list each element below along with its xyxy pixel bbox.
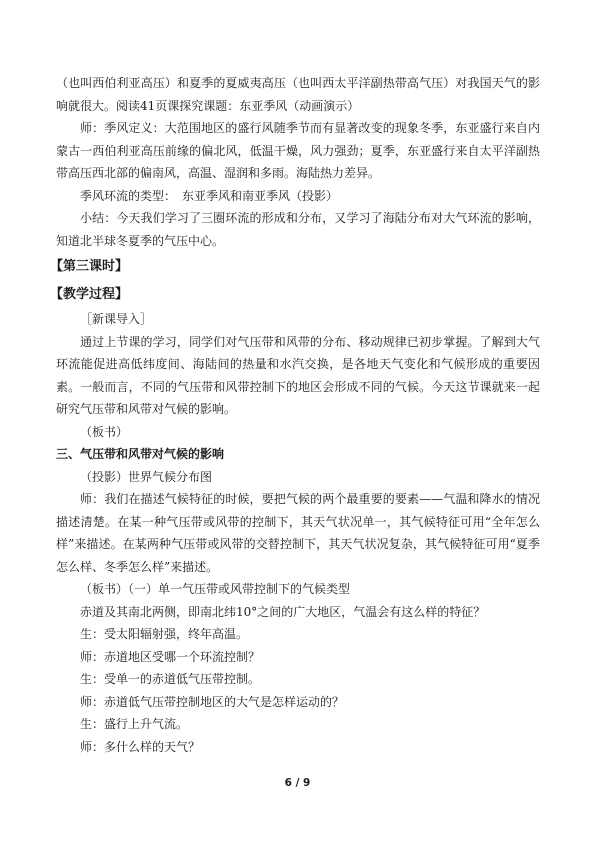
page-number: 6 / 9 — [284, 777, 311, 789]
paragraph-summary: 小结：今天我们学习了三圈环流的形成和分布，又学习了海陆分布对大气环流的影响，知道北半球冬夏季的气压中心。 — [56, 211, 540, 248]
dialogue-line: 师：赤道地区受哪一个环流控制？ — [80, 649, 261, 664]
dialogue-line: 生：受太阳辐射强，终年高温。 — [80, 627, 249, 641]
dialogue-line: 生：盛行上升气流。 — [80, 717, 189, 731]
intro-paragraph: 通过上节课的学习，同学们对气压带和风带的分布、移动规律已初步掌握。了解到大气环流能促进高低纬度间、海陆间的热量和水汽交换，是各地天气变化和气候形成的重要因素。一般而言，不同的气压带和风带控制下的地区会形成不同的气候。今天这节课就来一起研究气压带和风带对气候的影响。 — [56, 334, 540, 416]
dialogue-line: 师：赤道低气压带控制地区的大气是怎样运动的？ — [80, 694, 345, 709]
projection-note: （投影）世界气候分布图 — [80, 469, 213, 484]
document-page — [50, 72, 540, 758]
heading-teaching-process: 【教学过程】 — [50, 287, 129, 302]
dialogue-line: 师：多什么样的天气？ — [80, 739, 201, 754]
dialogue-line: 赤道及其南北两侧，即南北纬10°之间的广大地区，气温会有这么样的特征？ — [80, 604, 486, 619]
teacher-description: 师：我们在描述气候特征的时候，要把气候的两个最重要的要素——气温和降水的情况描述清楚。在某一种气压带或风带的控制下，其天气状况单一，其气候特征可用“全年怎么样”来描述。在某两种气压带或风带的交替控制下，其天气状况复杂，其气候特征可用“夏季怎么样、冬季怎么样”来描述。 — [56, 492, 540, 574]
section-title: 三、气压带和风带对气候的影响 — [56, 447, 225, 461]
heading-third-lesson: 【第三课时】 — [50, 259, 129, 274]
board-note-2: （板书）（一）单一气压带或风带控制下的气候类型 — [80, 582, 351, 596]
paragraph-monsoon-types: 季风环流的类型： 东亚季风和南亚季风（投影） — [80, 188, 339, 203]
board-note-1: （板书） — [80, 424, 129, 439]
intro-label: ［新课导入］ — [80, 312, 153, 326]
paragraph-high-pressure: （也叫西伯利亚高压）和夏季的夏威夷高压（也叫西太平洋副热带高气压）对我国天气的影响就很大。阅读41页课探究课题：东亚季风（动画演示） — [56, 76, 540, 113]
paragraph-monsoon-definition: 师：季风定义：大范围地区的盛行风随季节而有显著改变的现象冬季，东亚盛行来自内蒙古一西伯利亚高压前缘的偏北风，低温干燥，风力强劲；夏季，东亚盛行来自太平洋副热带高压西北部的偏南风，高温、湿润和多雨。海陆热力差异。 — [56, 121, 540, 180]
dialogue-line: 生：受单一的赤道低气压带控制。 — [80, 672, 261, 686]
